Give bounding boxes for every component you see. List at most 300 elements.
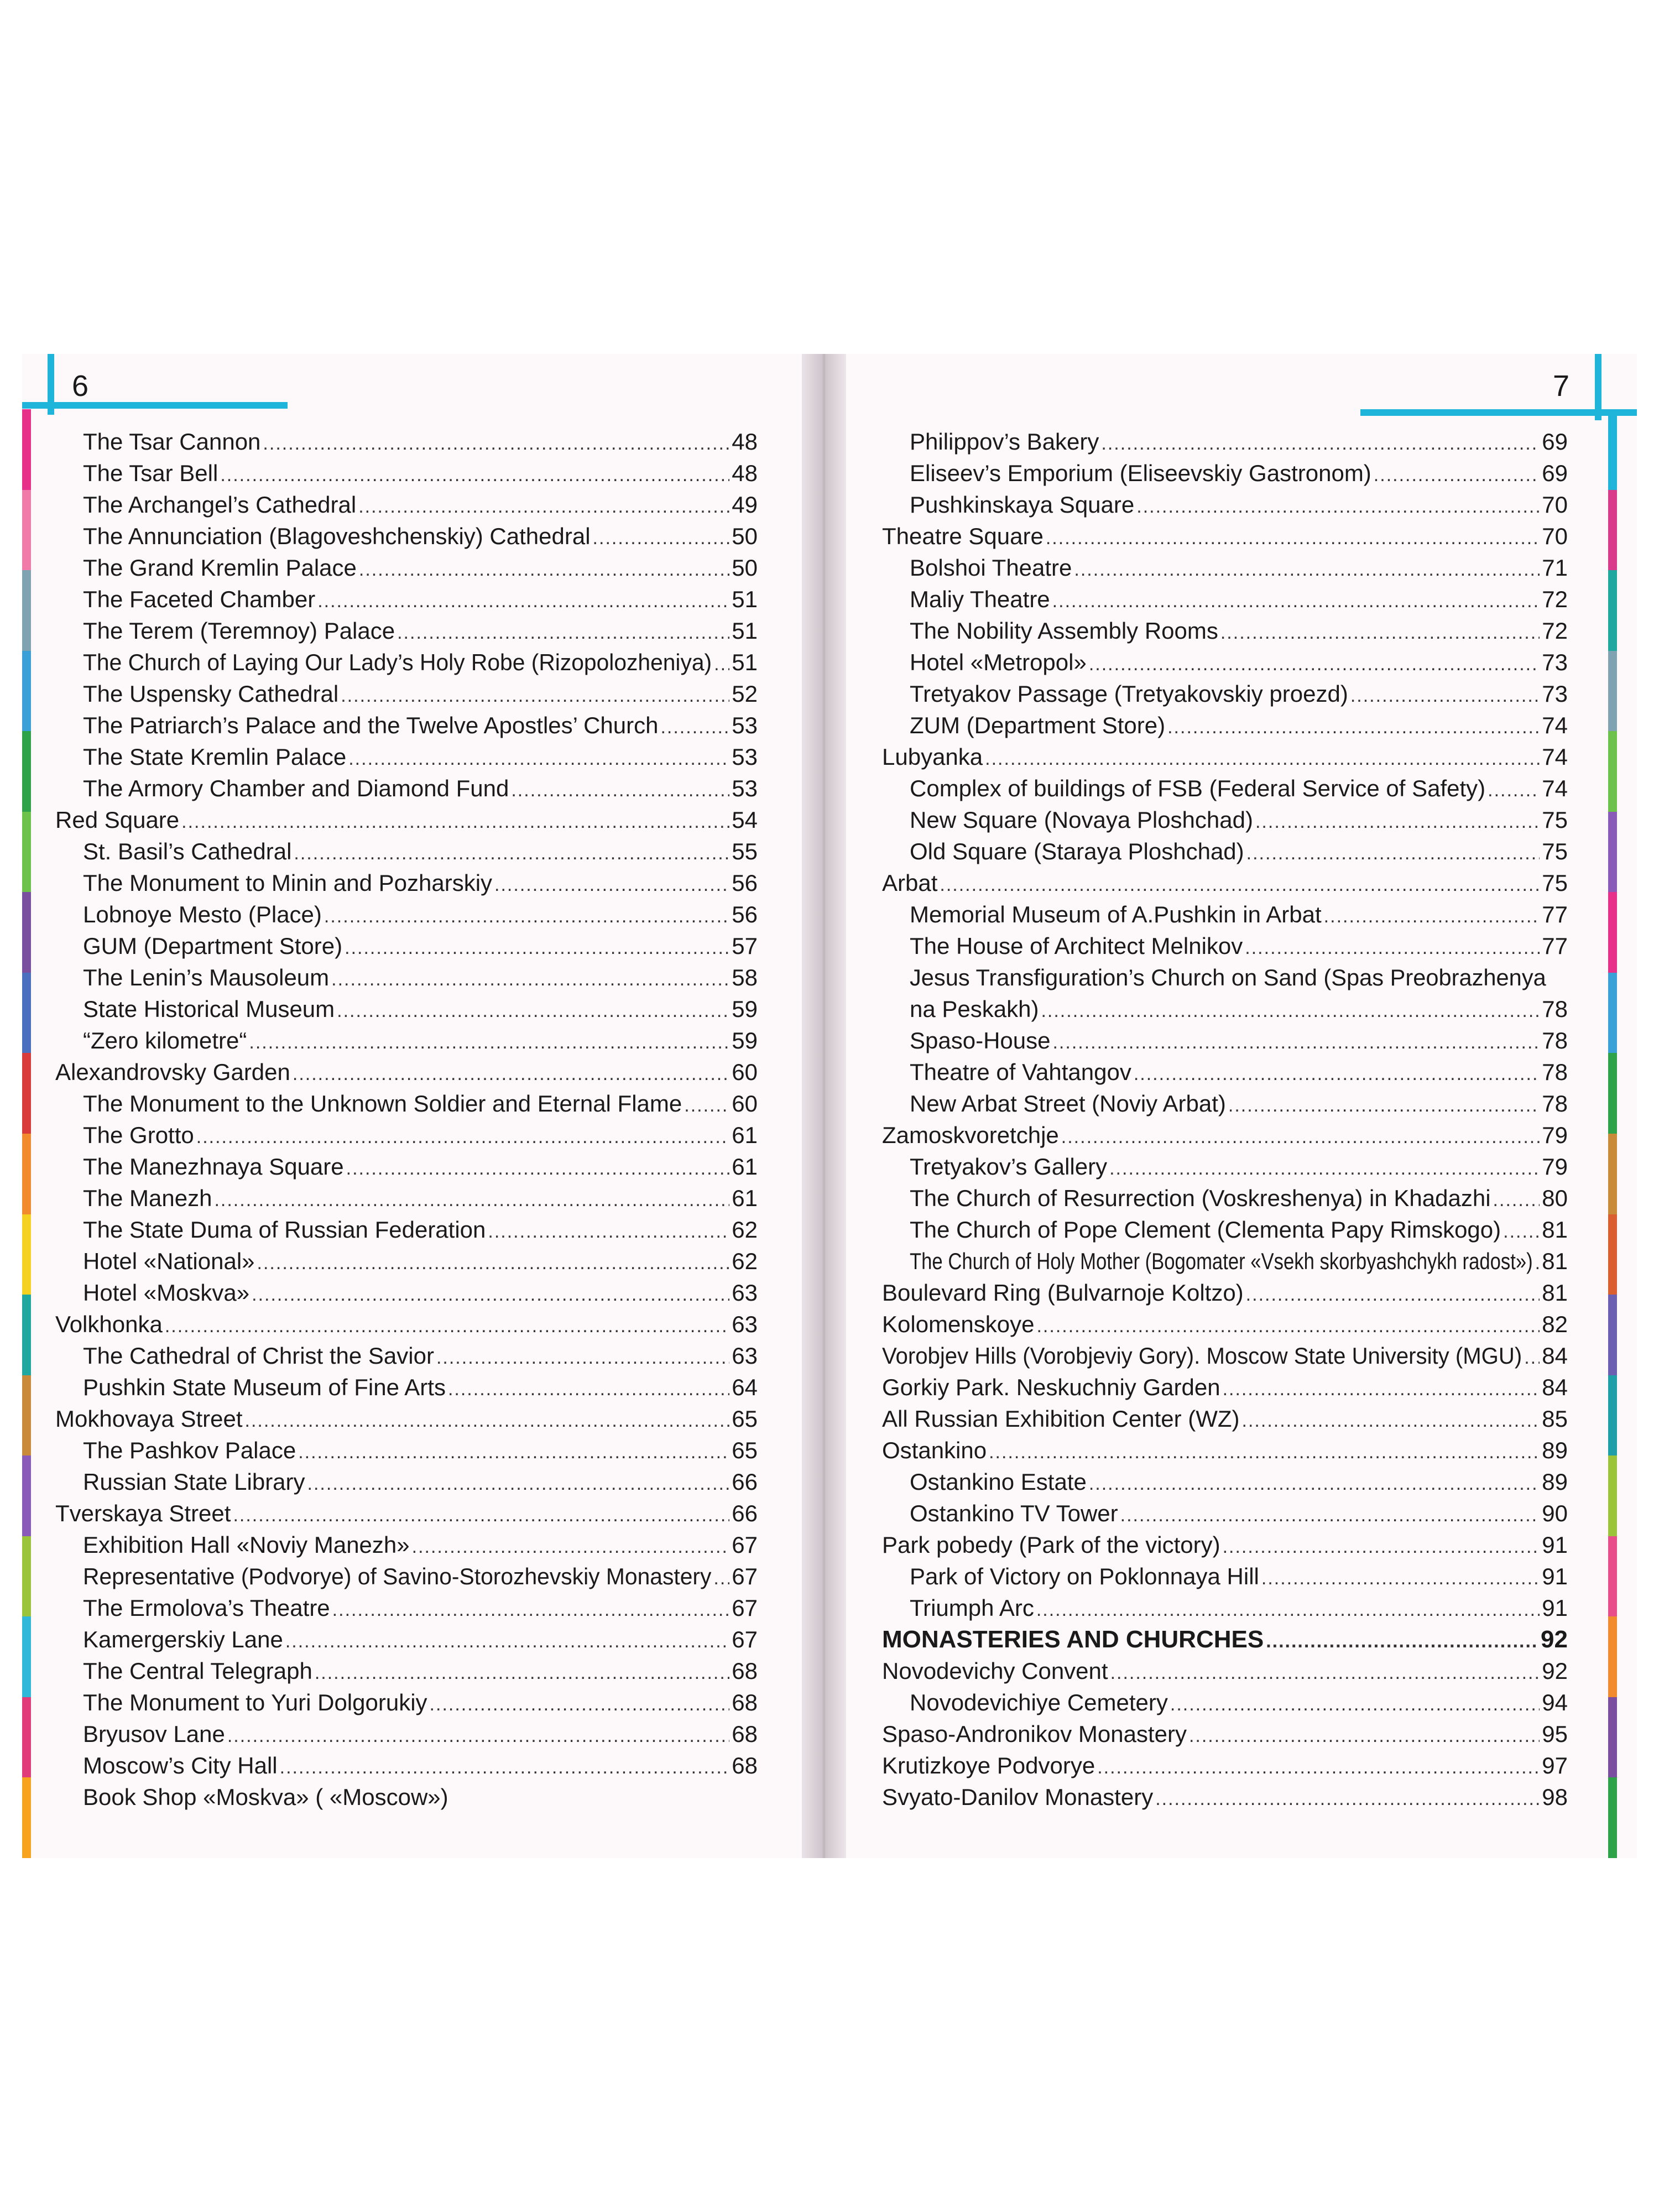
toc-dot-leader: [1324, 901, 1540, 932]
toc-entry: [55, 1781, 758, 1813]
toc-entry-page: 50: [732, 555, 758, 581]
toc-entry-title: The State Kremlin Palace: [83, 744, 347, 770]
toc-entry: [882, 1498, 1568, 1529]
toc-entry-title: Volkhonka: [55, 1311, 163, 1337]
toc-dot-leader: [257, 1248, 730, 1279]
toc-dot-leader: [1223, 1374, 1540, 1405]
toc-dot-leader: [940, 869, 1540, 901]
toc-dot-leader: [307, 1468, 730, 1500]
left-page-number: 6: [72, 369, 89, 403]
toc-entry: [882, 1561, 1568, 1592]
toc-entry: [55, 1308, 758, 1340]
toc-entry: [55, 1025, 758, 1056]
toc-entry: [882, 1056, 1568, 1088]
toc-entry: [55, 646, 758, 678]
toc-entry: [882, 1750, 1568, 1781]
toc-dot-leader: [1155, 1783, 1540, 1815]
toc-entry: [882, 1687, 1568, 1718]
toc-dot-leader: [298, 1437, 729, 1468]
toc-entry-title: Jesus Transfiguration’s Church on Sand (Spas Preobrazhenya: [910, 964, 1546, 990]
toc-entry-title: The Faceted Chamber: [83, 586, 316, 612]
toc-entry: [882, 993, 1568, 1025]
toc-entry-page: 53: [732, 744, 758, 770]
toc-entry-page: 68: [732, 1658, 758, 1684]
book-gutter: [802, 354, 846, 1858]
toc-entry: [55, 1718, 758, 1750]
toc-entry-title: Moscow’s City Hall: [83, 1752, 278, 1778]
toc-entry-title: Boulevard Ring (Bulvarnoje Koltzo): [882, 1280, 1244, 1306]
toc-entry-page: 81: [1542, 1217, 1568, 1243]
toc-entry-title: The Central Telegraph: [83, 1658, 312, 1684]
toc-entry-page: 53: [732, 712, 758, 738]
left-header-tick: [48, 354, 54, 415]
toc-dot-leader: [324, 901, 729, 932]
toc-dot-leader: [1228, 1090, 1540, 1121]
toc-dot-leader: [1036, 1594, 1540, 1626]
toc-entry: [882, 552, 1568, 583]
toc-entry: [55, 1498, 758, 1529]
toc-entry: [882, 836, 1568, 867]
toc-entry-title: Old Square (Staraya Ploshchad): [910, 838, 1244, 864]
toc-dot-leader: [293, 1058, 729, 1090]
toc-entry-title: Kolomenskoye: [882, 1311, 1035, 1337]
stripe-segment: [22, 892, 31, 973]
toc-dot-leader: [985, 743, 1540, 775]
toc-entry-title: The Lenin’s Mausoleum: [83, 964, 330, 990]
toc-entry-page: 77: [1542, 901, 1568, 927]
toc-dot-leader: [684, 1090, 729, 1121]
stripe-segment: [22, 973, 31, 1053]
toc-entry: [55, 741, 758, 773]
stripe-segment: [22, 1053, 31, 1134]
toc-dot-leader: [1036, 1311, 1540, 1342]
toc-entry-title: “Zero kilometre“: [83, 1027, 247, 1053]
stripe-segment: [1608, 1697, 1617, 1778]
toc-dot-leader: [1246, 1279, 1540, 1311]
toc-dot-leader: [488, 1216, 729, 1248]
toc-entry: [55, 1434, 758, 1466]
toc-entry-title: The State Duma of Russian Federation: [83, 1217, 486, 1243]
toc-entry-title: The Monument to Minin and Pozharskiy: [83, 870, 493, 896]
toc-entry-page: 66: [732, 1500, 758, 1526]
toc-dot-leader: [1101, 428, 1540, 460]
toc-entry: [882, 1655, 1568, 1687]
toc-entry: [882, 615, 1568, 646]
toc-entry-page: 82: [1542, 1311, 1568, 1337]
left-header-rule: [22, 402, 288, 409]
stripe-segment: [1608, 1375, 1617, 1456]
toc-entry-page: 61: [732, 1122, 758, 1148]
toc-entry-page: 85: [1542, 1406, 1568, 1432]
toc-entry: [882, 1529, 1568, 1561]
toc-entry-page: 90: [1542, 1500, 1568, 1526]
toc-dot-leader: [348, 743, 729, 775]
toc-entry-title: St. Basil’s Cathedral: [83, 838, 292, 864]
toc-entry: [882, 1371, 1568, 1403]
toc-entry: [882, 709, 1568, 741]
toc-entry-page: 48: [732, 429, 758, 455]
toc-entry-title: Svyato-Danilov Monastery: [882, 1784, 1154, 1810]
toc-entry: [55, 1214, 758, 1245]
toc-entry-title: Theatre Square: [882, 523, 1044, 549]
toc-entry: [55, 1687, 758, 1718]
toc-entry-title: Novodevichy Convent: [882, 1658, 1108, 1684]
left-toc-list: [55, 426, 758, 1813]
toc-entry: [882, 1025, 1568, 1056]
toc-dot-leader: [263, 428, 729, 460]
toc-entry: [882, 804, 1568, 836]
toc-entry: [882, 457, 1568, 489]
toc-entry-title: Ostankino Estate: [910, 1469, 1087, 1495]
toc-entry-page: 68: [732, 1752, 758, 1778]
toc-entry-title: Gorkiy Park. Neskuchniy Garden: [882, 1374, 1220, 1400]
toc-entry-page: 50: [732, 523, 758, 549]
toc-dot-leader: [1120, 1500, 1540, 1531]
toc-entry: [55, 583, 758, 615]
toc-entry-page: 89: [1542, 1469, 1568, 1495]
toc-entry-page: 89: [1542, 1437, 1568, 1463]
toc-entry-title: The Church of Holy Mother (Bogomater «Vsekh skorbyashchykh radost»): [910, 1248, 1533, 1274]
toc-entry-title: The Nobility Assembly Rooms: [910, 618, 1218, 644]
toc-entry-page: 67: [732, 1595, 758, 1621]
toc-entry-title: Bryusov Lane: [83, 1721, 225, 1747]
toc-dot-leader: [494, 869, 729, 901]
toc-entry: [882, 678, 1568, 709]
stripe-segment: [1608, 1616, 1617, 1697]
toc-entry-title: The Ermolova’s Theatre: [83, 1595, 330, 1621]
toc-entry-page: 60: [732, 1059, 758, 1085]
toc-entry-page: 70: [1542, 492, 1568, 518]
toc-dot-leader: [1493, 1185, 1540, 1216]
toc-dot-leader: [1089, 649, 1540, 680]
toc-entry: [55, 1371, 758, 1403]
toc-entry-title: The Monument to the Unknown Soldier and Eternal Flame: [83, 1091, 682, 1117]
toc-dot-leader: [989, 1437, 1540, 1468]
toc-entry-title: The Uspensky Cathedral: [83, 681, 339, 707]
toc-entry: [882, 773, 1568, 804]
toc-entry-page: 68: [732, 1689, 758, 1715]
toc-entry-title: Eliseev’s Emporium (Eliseevskiy Gastronom): [910, 460, 1371, 486]
toc-entry: [55, 552, 758, 583]
toc-entry-title: Novodevichiye Cemetery: [910, 1689, 1168, 1715]
toc-entry-title: The Monument to Yuri Dolgorukiy: [83, 1689, 427, 1715]
toc-entry-title: Krutizkoye Podvorye: [882, 1752, 1095, 1778]
toc-entry-title: Tretyakov Passage (Tretyakovskiy proezd): [910, 681, 1348, 707]
toc-entry: [882, 520, 1568, 552]
toc-entry-page: 91: [1542, 1595, 1568, 1621]
toc-dot-leader: [1189, 1720, 1540, 1752]
toc-entry-page: 74: [1542, 775, 1568, 801]
toc-dot-leader: [1535, 1248, 1540, 1279]
toc-entry-page: 77: [1542, 933, 1568, 959]
toc-entry: [55, 1088, 758, 1119]
toc-dot-leader: [285, 1626, 729, 1657]
toc-entry-page: 57: [732, 933, 758, 959]
toc-entry: [55, 615, 758, 646]
toc-entry-title: Russian State Library: [83, 1469, 305, 1495]
toc-entry-page: 58: [732, 964, 758, 990]
toc-entry-page: 98: [1542, 1784, 1568, 1810]
toc-entry-page: 78: [1542, 1091, 1568, 1117]
toc-dot-leader: [430, 1689, 730, 1720]
toc-entry-title: Theatre of Vahtangov: [910, 1059, 1131, 1085]
toc-dot-leader: [713, 1563, 729, 1594]
toc-entry-page: 79: [1542, 1122, 1568, 1148]
toc-dot-leader: [1052, 1027, 1540, 1058]
toc-entry-page: 72: [1542, 586, 1568, 612]
toc-entry-page: 62: [732, 1248, 758, 1274]
toc-entry-page: 56: [732, 870, 758, 896]
toc-entry-title: Hotel «Metropol»: [910, 649, 1087, 675]
toc-entry: [882, 1308, 1568, 1340]
right-header-tick: [1595, 354, 1601, 420]
toc-entry-title: The Annunciation (Blagoveshchenskiy) Cathedral: [83, 523, 591, 549]
stripe-segment: [1608, 812, 1617, 893]
toc-entry-page: 75: [1542, 838, 1568, 864]
stripe-segment: [22, 1536, 31, 1617]
toc-dot-leader: [660, 712, 729, 743]
toc-entry-page: 55: [732, 838, 758, 864]
toc-entry-title: The Terem (Teremnoy) Palace: [83, 618, 395, 644]
toc-entry-title: Hotel «Moskva»: [83, 1280, 250, 1306]
right-toc-list: [882, 426, 1568, 1813]
toc-entry: [55, 1182, 758, 1214]
toc-dot-leader: [1097, 1752, 1540, 1783]
toc-entry-page: 91: [1542, 1532, 1568, 1558]
toc-entry-page: 62: [732, 1217, 758, 1243]
toc-entry: [55, 867, 758, 899]
toc-entry-title: Vorobjev Hills (Vorobjeviy Gory). Moscow State University (MGU): [882, 1343, 1522, 1369]
toc-dot-leader: [337, 995, 729, 1027]
toc-entry: [55, 962, 758, 993]
toc-entry-page: 67: [732, 1626, 758, 1652]
toc-dot-leader: [1052, 586, 1540, 617]
stripe-segment: [22, 812, 31, 893]
toc-dot-leader: [1245, 932, 1540, 964]
toc-dot-leader: [1242, 1405, 1540, 1437]
stripe-segment: [1608, 409, 1617, 490]
toc-dot-leader: [220, 460, 729, 491]
stripe-segment: [22, 1375, 31, 1456]
toc-dot-leader: [315, 1657, 729, 1689]
toc-entry-page: 65: [732, 1406, 758, 1432]
toc-dot-leader: [1261, 1563, 1540, 1594]
toc-entry: [882, 899, 1568, 930]
stripe-segment: [22, 490, 31, 571]
toc-entry-page: 63: [732, 1311, 758, 1337]
toc-entry: [882, 1403, 1568, 1434]
toc-dot-leader: [359, 554, 729, 586]
toc-entry: [55, 1151, 758, 1182]
toc-dot-leader: [436, 1342, 729, 1374]
toc-entry-title: Exhibition Hall «Noviy Manezh»: [83, 1532, 410, 1558]
toc-entry-title: Representative (Podvorye) of Savino-Storozhevskiy Monastery: [83, 1563, 712, 1589]
stripe-segment: [22, 1214, 31, 1295]
toc-dot-leader: [714, 649, 729, 680]
toc-entry-title: Tverskaya Street: [55, 1500, 231, 1526]
toc-entry-title: ZUM (Department Store): [910, 712, 1166, 738]
toc-entry-page: 95: [1542, 1721, 1568, 1747]
toc-entry-page: 73: [1542, 649, 1568, 675]
toc-entry-title: GUM (Department Store): [83, 933, 343, 959]
toc-entry-page: 70: [1542, 523, 1568, 549]
toc-entry: [55, 1592, 758, 1624]
toc-entry: [55, 1403, 758, 1434]
toc-dot-leader: [346, 1153, 730, 1185]
toc-entry: [55, 773, 758, 804]
toc-entry-page: 92: [1541, 1626, 1568, 1653]
toc-entry-page: 51: [732, 586, 758, 612]
toc-entry-title: The Armory Chamber and Diamond Fund: [83, 775, 509, 801]
toc-entry-page: 51: [732, 618, 758, 644]
toc-entry-page: 59: [732, 996, 758, 1022]
toc-entry-title: Triumph Arc: [910, 1595, 1034, 1621]
toc-entry: [55, 426, 758, 457]
stripe-segment: [1608, 490, 1617, 571]
toc-entry-page: 84: [1542, 1343, 1568, 1369]
toc-entry-page: 63: [732, 1343, 758, 1369]
toc-entry-page: 78: [1542, 996, 1568, 1022]
toc-entry-title: The Tsar Cannon: [83, 429, 261, 455]
toc-entry: [882, 583, 1568, 615]
toc-entry: [55, 1655, 758, 1687]
toc-entry-page: 48: [732, 460, 758, 486]
toc-entry: [882, 646, 1568, 678]
toc-entry: [882, 867, 1568, 899]
toc-entry-page: 84: [1542, 1374, 1568, 1400]
stripe-segment: [22, 1295, 31, 1375]
toc-entry: [55, 1624, 758, 1655]
toc-dot-leader: [317, 586, 729, 617]
toc-entry: [882, 1277, 1568, 1308]
toc-entry-page: 51: [732, 649, 758, 675]
toc-dot-leader: [1109, 1153, 1540, 1185]
toc-entry: [55, 993, 758, 1025]
toc-entry-title: The Cathedral of Christ the Savior: [83, 1343, 434, 1369]
toc-entry-title: Park pobedy (Park of the victory): [882, 1532, 1220, 1558]
toc-entry-page: 74: [1542, 744, 1568, 770]
toc-entry-page: 72: [1542, 618, 1568, 644]
toc-entry-page: 71: [1542, 555, 1568, 581]
toc-entry-page: 69: [1542, 460, 1568, 486]
toc-dot-leader: [1524, 1342, 1540, 1374]
toc-entry: [55, 489, 758, 520]
stripe-segment: [1608, 731, 1617, 812]
toc-entry: [55, 1056, 758, 1088]
toc-entry-title: The Archangel’s Cathedral: [83, 492, 357, 518]
toc-entry-page: 66: [732, 1469, 758, 1495]
toc-entry-title: MONASTERIES AND CHURCHES: [882, 1626, 1264, 1653]
toc-entry-title: Zamoskvoretchje: [882, 1122, 1059, 1148]
toc-dot-leader: [448, 1374, 729, 1405]
toc-entry: [55, 804, 758, 836]
toc-dot-leader: [280, 1752, 730, 1783]
toc-entry-page: 81: [1542, 1248, 1568, 1274]
toc-entry-title: Arbat: [882, 870, 938, 896]
toc-entry-page: 73: [1542, 681, 1568, 707]
toc-entry-page: 92: [1542, 1658, 1568, 1684]
toc-dot-leader: [1074, 554, 1540, 586]
toc-entry-title: Red Square: [55, 807, 180, 833]
toc-entry-title: State Historical Museum: [83, 996, 335, 1022]
toc-entry-title: Bolshoi Theatre: [910, 555, 1072, 581]
stripe-segment: [22, 651, 31, 732]
toc-dot-leader: [1136, 491, 1540, 523]
toc-dot-leader: [332, 1594, 730, 1626]
toc-dot-leader: [397, 617, 729, 649]
toc-entry-title: Alexandrovsky Garden: [55, 1059, 290, 1085]
toc-dot-leader: [1170, 1689, 1540, 1720]
toc-entry: [55, 836, 758, 867]
stripe-segment: [22, 570, 31, 651]
toc-dot-leader: [252, 1279, 729, 1311]
toc-entry-title: Ostankino: [882, 1437, 987, 1463]
toc-entry-title: Lobnoye Mesto (Place): [83, 901, 322, 927]
toc-entry: [882, 426, 1568, 457]
toc-entry-page: 63: [732, 1280, 758, 1306]
toc-entry: [882, 1466, 1568, 1498]
stripe-segment: [22, 1697, 31, 1778]
toc-dot-leader: [1374, 460, 1540, 491]
toc-entry: [882, 1781, 1568, 1813]
toc-entry-page: 60: [732, 1091, 758, 1117]
toc-entry: [55, 1750, 758, 1781]
toc-entry: [55, 930, 758, 962]
stripe-segment: [1608, 651, 1617, 732]
toc-entry-page: 53: [732, 775, 758, 801]
stripe-segment: [1608, 1455, 1617, 1536]
toc-dot-leader: [214, 1185, 729, 1216]
toc-entry: [882, 1434, 1568, 1466]
toc-dot-leader: [1046, 523, 1540, 554]
toc-entry-title: New Square (Novaya Ploshchad): [910, 807, 1253, 833]
toc-dot-leader: [331, 964, 729, 995]
toc-entry-title: Mokhovaya Street: [55, 1406, 243, 1432]
toc-dot-leader: [1134, 1058, 1540, 1090]
toc-entry-page: 75: [1542, 870, 1568, 896]
toc-entry-page: 78: [1542, 1027, 1568, 1053]
toc-entry-title: Maliy Theatre: [910, 586, 1050, 612]
toc-entry-title: The Manezhnaya Square: [83, 1154, 344, 1180]
stripe-segment: [22, 409, 31, 490]
toc-entry-page: 56: [732, 901, 758, 927]
toc-entry: [882, 930, 1568, 962]
toc-entry-title: Pushkin State Museum of Fine Arts: [83, 1374, 446, 1400]
toc-entry-title: Kamergerskiy Lane: [83, 1626, 283, 1652]
toc-dot-leader: [1061, 1121, 1540, 1153]
stripe-segment: [1608, 1536, 1617, 1617]
toc-dot-leader: [1350, 680, 1540, 712]
toc-entry-title: Park of Victory on Poklonnaya Hill: [910, 1563, 1259, 1589]
toc-dot-leader: [1266, 1626, 1538, 1657]
toc-entry-title: Complex of buildings of FSB (Federal Service of Safety): [910, 775, 1486, 801]
toc-entry-page: 69: [1542, 429, 1568, 455]
toc-entry-title: The Grand Kremlin Palace: [83, 555, 357, 581]
toc-entry-page: 75: [1542, 807, 1568, 833]
toc-dot-leader: [358, 491, 729, 523]
stripe-segment: [22, 731, 31, 812]
toc-entry: [882, 1592, 1568, 1624]
toc-entry-title: Ostankino TV Tower: [910, 1500, 1118, 1526]
toc-entry-page: 59: [732, 1027, 758, 1053]
toc-entry-title: The House of Architect Melnikov: [910, 933, 1243, 959]
stripe-segment: [22, 1616, 31, 1697]
toc-entry: [55, 1119, 758, 1151]
toc-entry: [882, 741, 1568, 773]
toc-entry-title: Memorial Museum of A.Pushkin in Arbat: [910, 901, 1322, 927]
toc-entry: [882, 1151, 1568, 1182]
toc-entry-title: Philippov’s Bakery: [910, 429, 1099, 455]
